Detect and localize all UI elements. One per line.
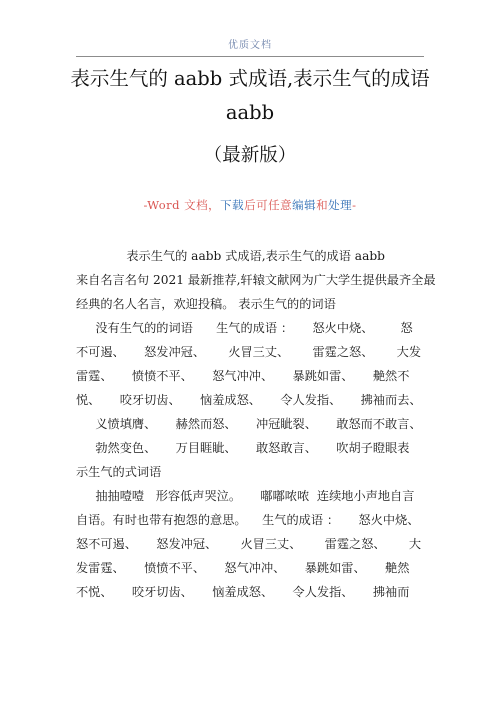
document-body bbox=[76, 244, 436, 604]
body-line: 雷霆、 愤愤不平、 怒气冲冲、 暴跳如雷、 艴然不 bbox=[76, 369, 410, 383]
tagline-part: 编辑 bbox=[292, 198, 317, 212]
body-line: 义愤填膺、 赫然而怒、 冲冠眦裂、 敢怒而不敢言、 bbox=[76, 417, 422, 431]
header-label: 优质文档 bbox=[228, 40, 272, 51]
document-tagline bbox=[0, 197, 500, 213]
body-line: 悦、 咬牙切齿、 恼羞成怒、 令人发指、 拂袖而去、 bbox=[76, 393, 422, 407]
body-line: 来自名言名句 2021 最新推荐,轩辕文献网为广大学生提供最齐全最 bbox=[76, 273, 436, 287]
tagline-part: 处理 bbox=[328, 198, 353, 212]
body-line: 表示生气的 aabb 式成语,表示生气的成语 aabb bbox=[76, 249, 385, 263]
document-subtitle: （最新版） bbox=[203, 145, 297, 166]
body-line: 自语。有时也带有抱怨的意思。 生气的成语 ： 怒火中烧、 bbox=[76, 513, 420, 527]
body-line: 勃然变色、 万目睚眦、 敢怒敢言、 吹胡子瞪眼表 bbox=[76, 441, 410, 455]
tagline-part: -Word 文档， bbox=[143, 198, 221, 212]
tagline-part: 后可任意 bbox=[244, 198, 293, 212]
title-line-2: aabb bbox=[225, 101, 275, 124]
tagline-part: 和 bbox=[316, 198, 329, 212]
body-line: 经典的名人名言，欢迎投稿。 表示生气的的词语 bbox=[76, 297, 336, 311]
header-divider bbox=[76, 56, 424, 57]
body-line: 抽抽噎噎 形容低声哭泣。 嘟嘟哝哝 连续地小声地自言 bbox=[76, 489, 415, 503]
tagline-part: 下载 bbox=[220, 198, 245, 212]
tagline-part: - bbox=[352, 198, 357, 212]
body-line: 发雷霆、 愤愤不平、 怒气冲冲、 暴跳如雷、 艴然 bbox=[76, 561, 410, 575]
body-line: 不悦、 咬牙切齿、 恼羞成怒、 令人发指、 拂袖而 bbox=[76, 585, 410, 599]
document-title bbox=[0, 62, 500, 130]
title-line-1: 表示生气的 aabb 式成语,表示生气的成语 bbox=[70, 67, 430, 90]
body-line: 不可遏、 怒发冲冠、 火冒三丈、 雷霆之怒、 大发 bbox=[76, 345, 422, 359]
body-line: 怒不可遏、 怒发冲冠、 火冒三丈、 雷霆之怒、 大 bbox=[76, 537, 422, 551]
body-line: 没有生气的的词语 生气的成语 ： 怒火中烧、 怒 bbox=[76, 321, 413, 335]
body-line: 示生气的式词语 bbox=[76, 465, 162, 479]
